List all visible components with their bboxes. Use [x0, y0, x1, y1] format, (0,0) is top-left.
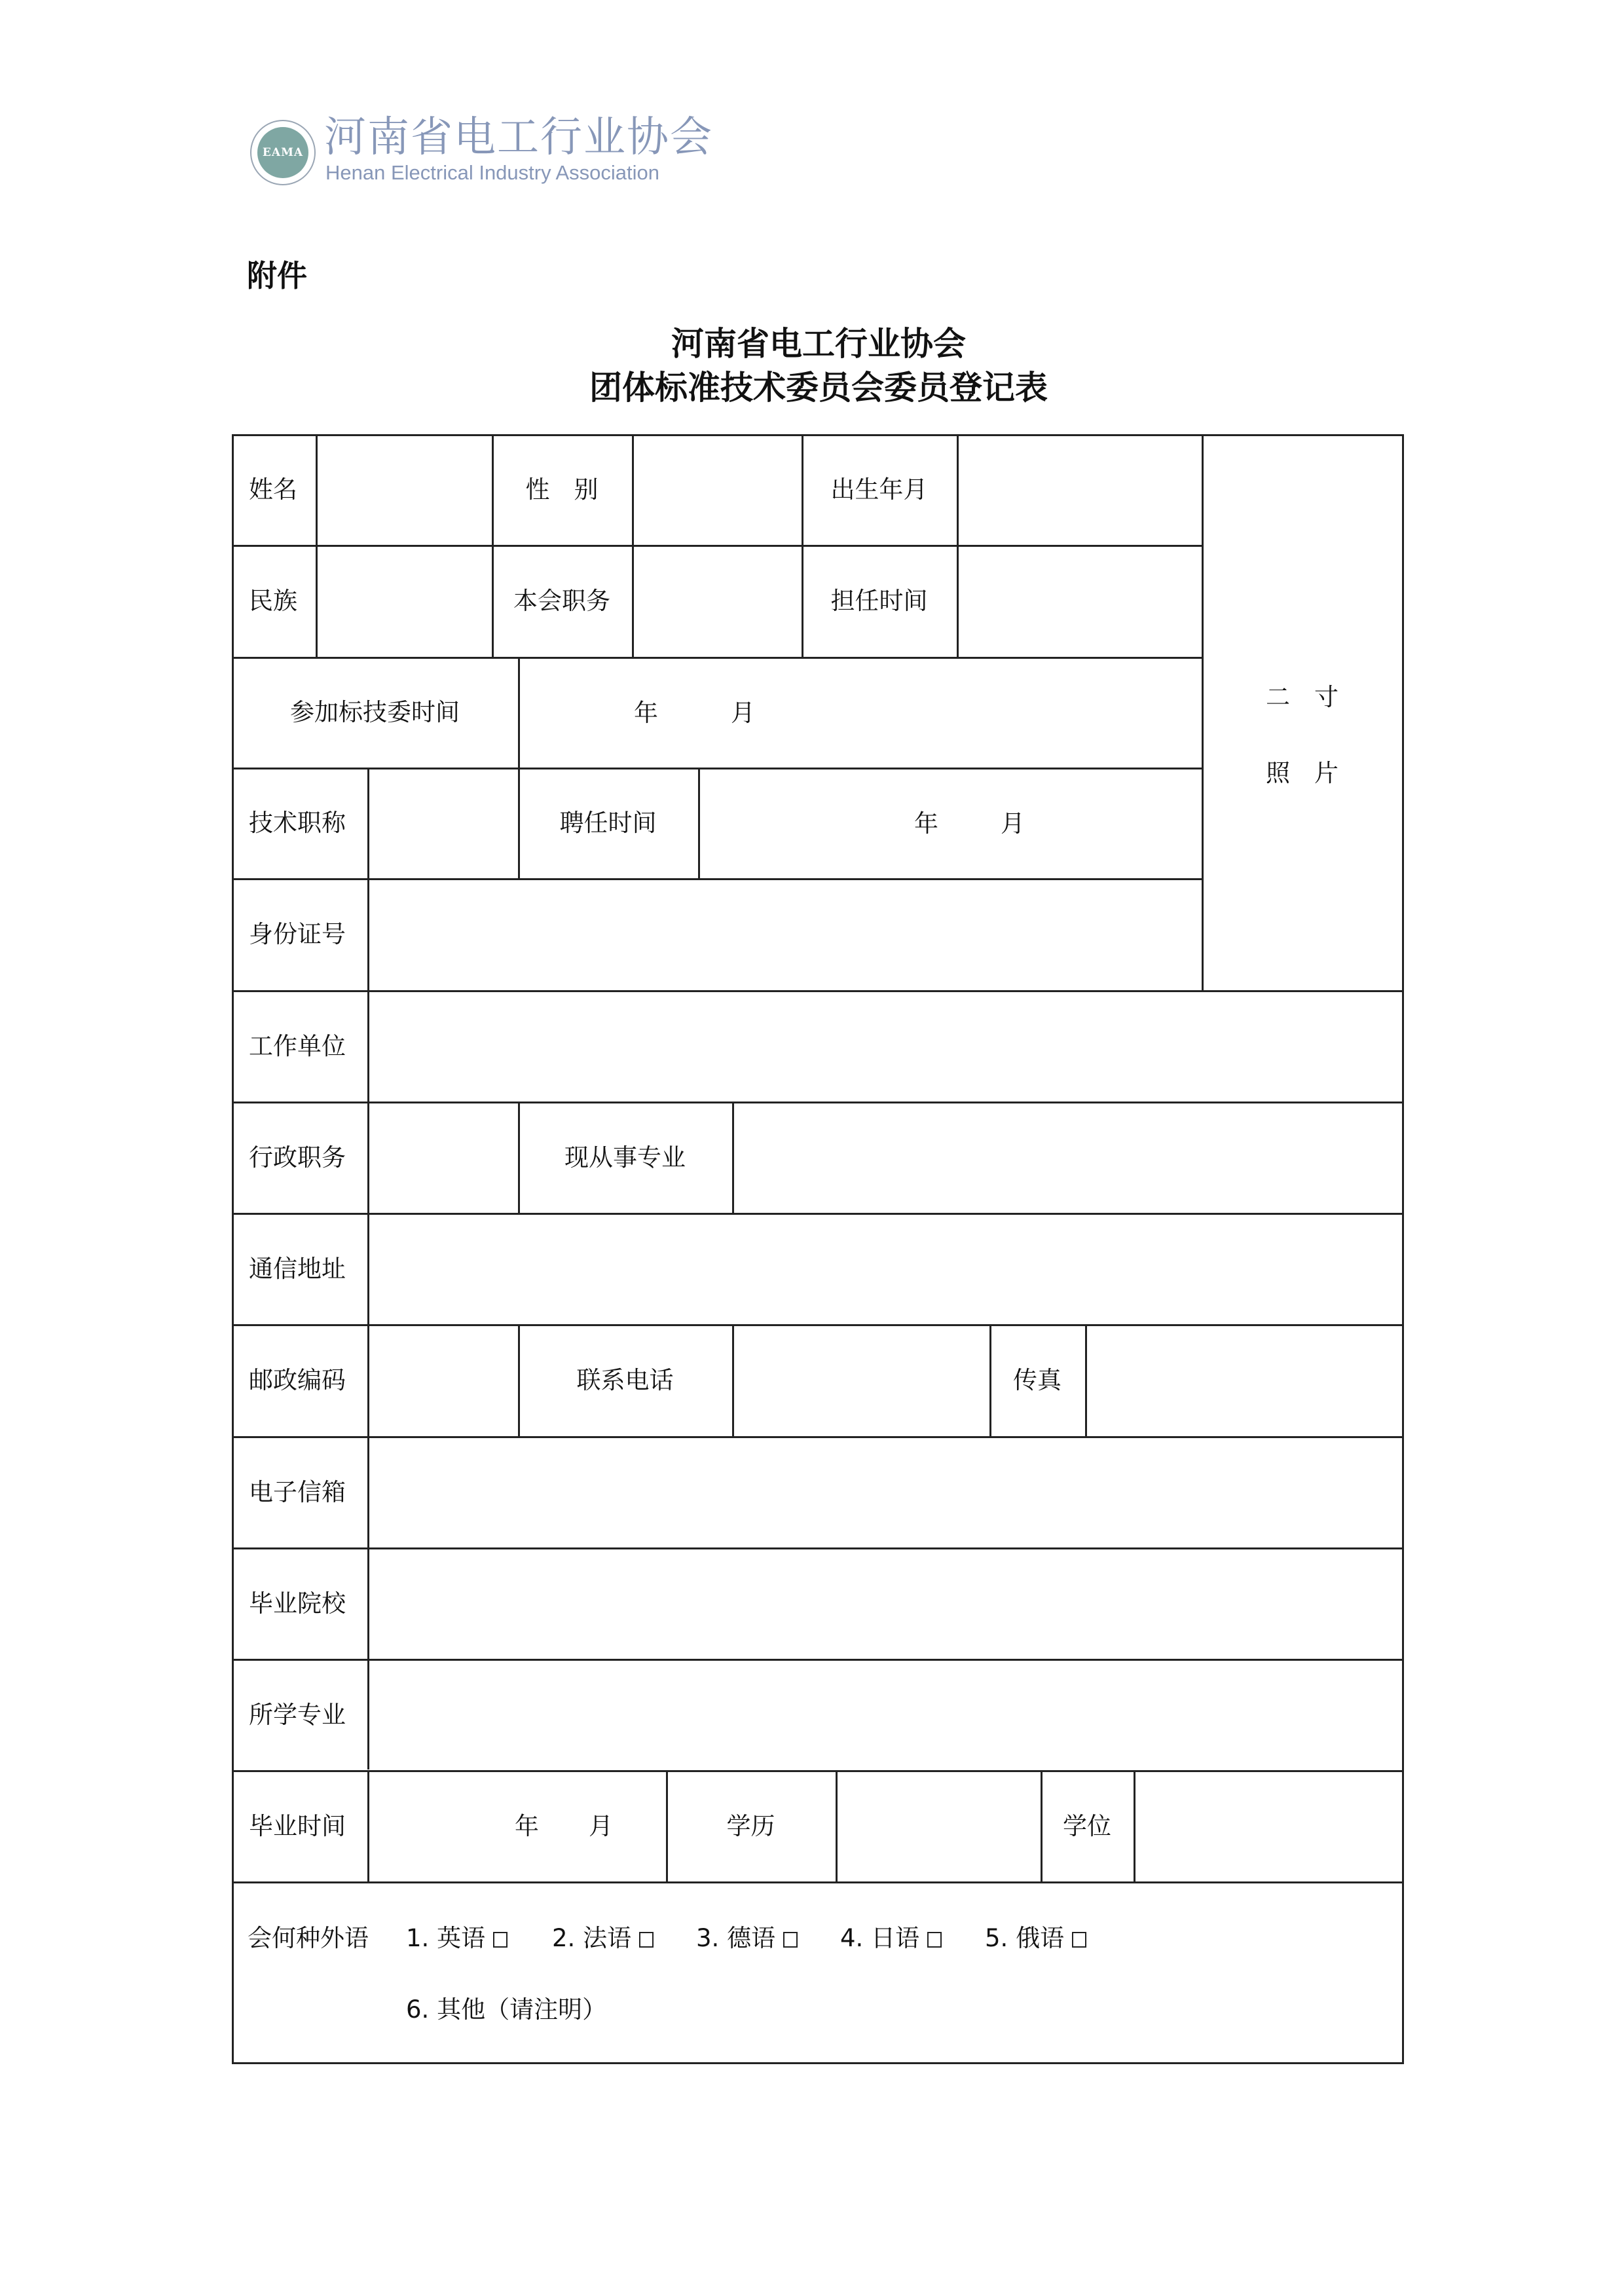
org-name-en: Henan Electrical Industry Association [325, 161, 660, 184]
russian-checkbox[interactable] [1072, 1932, 1086, 1948]
photo-size-text: 二 寸 [1266, 683, 1338, 711]
tech-title-label: 技术职称 [249, 809, 346, 837]
current-specialty-label: 现从事专业 [564, 1143, 686, 1172]
language-option-other[interactable]: 6. 其他（请注明） [406, 1995, 607, 2024]
current-specialty-field[interactable] [734, 1103, 1402, 1213]
employer-label: 工作单位 [249, 1031, 346, 1060]
major-field[interactable] [369, 1661, 1402, 1770]
email-label: 电子信箱 [249, 1477, 346, 1506]
graduation-year-unit: 年 [515, 1812, 539, 1840]
appoint-month-unit: 月 [1001, 809, 1025, 838]
english-checkbox[interactable] [493, 1932, 507, 1948]
name-field[interactable] [318, 436, 492, 545]
document-title-line2: 团体标准技术委员会委员登记表 [589, 369, 1048, 407]
name-label: 姓名 [249, 475, 297, 504]
birth-label: 出生年月 [830, 475, 928, 504]
id-number-field[interactable] [369, 880, 1202, 990]
major-label: 所学专业 [249, 1700, 346, 1729]
fax-label: 传真 [1013, 1366, 1061, 1394]
birth-field[interactable] [959, 436, 1202, 545]
row-divider [232, 1881, 1404, 1883]
language-option-german[interactable] [696, 1926, 798, 1950]
degree-label: 学位 [1063, 1811, 1111, 1840]
photo-box[interactable] [1204, 436, 1402, 990]
graduation-month-unit: 月 [589, 1812, 613, 1840]
gender-field[interactable] [634, 436, 802, 545]
gender-label: 性 别 [525, 475, 599, 504]
graduation-time-field[interactable] [369, 1772, 666, 1881]
tech-title-field[interactable] [369, 769, 518, 878]
language-french-label: 2. 法语 [552, 1924, 632, 1952]
language-russian-label: 5. 俄语 [985, 1924, 1065, 1952]
address-label: 通信地址 [249, 1254, 346, 1283]
ethnicity-field[interactable] [318, 547, 492, 657]
join-time-field[interactable] [520, 659, 1202, 768]
admin-position-field[interactable] [369, 1103, 518, 1213]
education-label: 学历 [726, 1811, 775, 1840]
join-time-label: 参加标技委时间 [290, 698, 460, 726]
assoc-position-field[interactable] [634, 547, 802, 657]
term-field[interactable] [959, 547, 1202, 657]
phone-field[interactable] [734, 1326, 989, 1436]
appoint-year-unit: 年 [914, 809, 938, 838]
document-title-line1: 河南省电工行业协会 [671, 325, 966, 363]
language-german-label: 3. 德语 [696, 1924, 776, 1952]
org-name-cn: 河南省电工行业协会 [324, 113, 713, 162]
attachment-label: 附件 [247, 258, 307, 293]
id-number-label: 身份证号 [249, 920, 346, 948]
association-logo-badge [250, 120, 316, 185]
email-field[interactable] [369, 1438, 1402, 1547]
language-option-english[interactable] [406, 1926, 507, 1950]
languages-label: 会何种外语 [248, 1924, 369, 1952]
postcode-field[interactable] [369, 1326, 518, 1436]
join-month-unit: 月 [731, 699, 755, 727]
appoint-time-field[interactable] [700, 769, 1202, 878]
appoint-time-label: 聘任时间 [559, 809, 657, 837]
language-option-japanese[interactable] [840, 1926, 942, 1950]
address-field[interactable] [369, 1215, 1402, 1324]
school-label: 毕业院校 [249, 1589, 346, 1618]
language-japanese-label: 4. 日语 [840, 1924, 920, 1952]
ethnicity-label: 民族 [249, 587, 297, 615]
japanese-checkbox[interactable] [927, 1932, 942, 1948]
language-english-label: 1. 英语 [406, 1924, 486, 1952]
employer-field[interactable] [369, 992, 1402, 1102]
assoc-position-label: 本会职务 [513, 587, 610, 615]
language-option-russian[interactable] [985, 1926, 1086, 1950]
education-field[interactable] [838, 1772, 1041, 1881]
term-label: 担任时间 [830, 587, 928, 615]
postcode-label: 邮政编码 [249, 1366, 346, 1394]
school-field[interactable] [369, 1549, 1402, 1659]
photo-label-text: 照 片 [1266, 759, 1338, 787]
logo-badge-text: EAMA [257, 127, 308, 178]
graduation-time-label: 毕业时间 [249, 1811, 346, 1840]
join-year-unit: 年 [634, 699, 658, 727]
german-checkbox[interactable] [783, 1932, 798, 1948]
french-checkbox[interactable] [639, 1932, 654, 1948]
admin-position-label: 行政职务 [249, 1143, 346, 1172]
fax-field[interactable] [1087, 1326, 1402, 1436]
language-option-french[interactable] [552, 1926, 654, 1950]
degree-field[interactable] [1135, 1772, 1402, 1881]
phone-label: 联系电话 [576, 1366, 674, 1394]
